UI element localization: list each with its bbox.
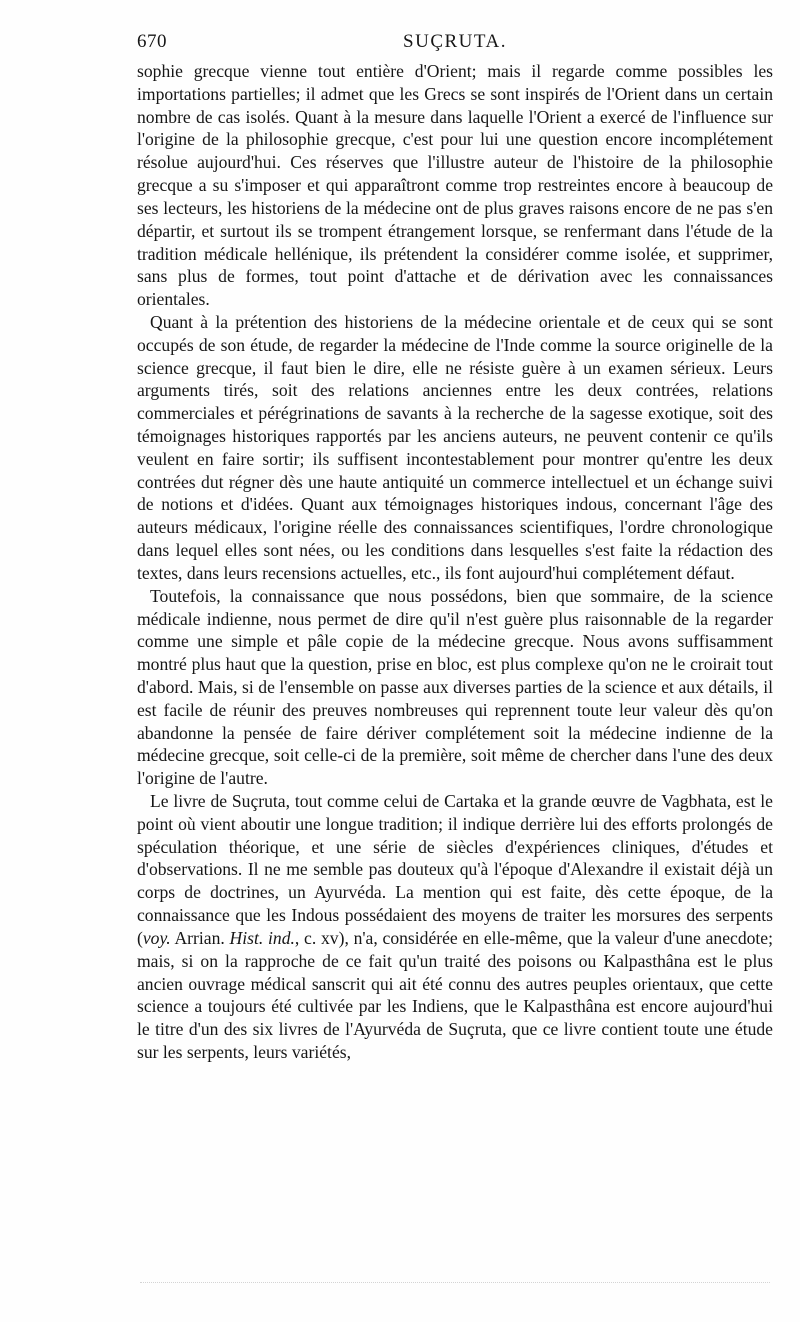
paragraph-continuation: sophie grecque vienne tout entière d'Orient; mais il regarde comme possibles les importations partielles; il admet que les Grecs se sont inspirés de l'Orient dans un certain nombre de cas isolés. Quant à la mesure dans laquelle l'Orient a exercé de l'influence sur l'origine de la philosophie grecque, c'est pour lui une question encore incomplétement résolue aujourd'hui. Ces réserves que l'illustre auteur de l'histoire de la philosophie grecque a su s'imposer et qui apparaîtront comme trop restreintes encore à beaucoup de ses lecteurs, les historiens de la médecine ont de plus graves raisons encore de ne pas s'en départir, et surtout ils se trompent étrangement lorsque, se renfermant dans l'étude de la tradition médicale hellénique, ils prétendent la considérer comme isolée, et supprimer, sans plus de formes, tout point d'attache et de dérivation avec les connaissances orientales. (137, 61, 773, 310)
paragraph-text-before-reference: Le livre de Suçruta, tout comme celui de Cartaka et la grande œuvre de Vagbhata, est le point où vient aboutir une longue tradition; il indique derrière lui des efforts prolongés de spéculation théorique, et une série de siècles d'expériences cliniques, d'études et d'observations. Il ne me semble pas douteux qu'à l'époque d'Alexandre il existait déjà un corps de doctrines, un Ayurvéda. La mention qui est faite, dès cette époque, de la connaissance que les Indous possédaient des moyens de traiter les morsures des serpents ( (137, 791, 773, 948)
body-text (137, 60, 773, 1064)
paragraph-sucruta-tradition (137, 790, 773, 1064)
reference-work-title: Hist. ind. (229, 927, 295, 948)
paragraph-text-after-reference: , c. xv), n'a, considérée en elle-même, que la valeur d'une anecdote; mais, si on la rapproche de ce fait qu'un traité des poisons ou Kalpasthâna est le plus ancien ouvrage médical sanscrit qui ait été connu des autres peuples orientaux, que cette science a toujours été cultivée par les Indiens, que le Kalpasthâna est encore aujourd'hui le titre d'un des six livres de l'Ayurvéda de Suçruta, que ce livre contient toute une étude sur les serpents, leurs variétés, (137, 927, 773, 1062)
paragraph-indian-medicine-claims: Quant à la prétention des historiens de la médecine orientale et de ceux qui se sont occupés de son étude, de regarder la médecine de l'Inde comme la source originelle de la science grecque, il faut bien le dire, elle ne résiste guère à un examen sérieux. Leurs arguments tirés, soit des relations anciennes entre les deux contrées, relations commerciales et pérégrinations de savants à la recherche de la sagesse exotique, soit des témoignages historiques rapportés par les anciens auteurs, ne peuvent contenir ce qu'ils veulent en faire sortir; ils suffisent incontestablement pour montrer qu'entre les deux contrées dut régner dès une haute antiquité un commerce intellectuel et un échange suivi de notions et d'idées. Quant aux témoignages historiques indous, concernant l'âge des auteurs médicaux, l'origine réelle des connaissances scientifiques, l'ordre chronologique dans lequel elles sont nées, ou les conditions dans lesquelles s'est faite la rédaction des textes, dans leurs recensions actuelles, etc., ils font aujourd'hui complétement défaut. (137, 311, 773, 583)
running-head (137, 28, 773, 56)
reference-voy: voy. (142, 927, 171, 948)
scan-footer-specks (140, 1282, 770, 1287)
paragraph-comparison: Toutefois, la connaissance que nous possédons, bien que sommaire, de la science médicale indienne, nous permet de dire qu'il n'est guère plus raisonnable de la regarder comme une simple et pâle copie de la médecine grecque. Nous avons suffisamment montré plus haut que la question, prise en bloc, est plus complexe qu'on ne le croirait tout d'abord. Mais, si de l'ensemble on passe aux diverses parties de la science et aux détails, il est facile de réunir des preuves nombreuses qui reprennent toute leur valeur dès qu'on abandonne la pensée de faire dériver complétement soit la médecine indienne de la médecine grecque, soit celle-ci de la première, soit même de chercher dans l'une des deux l'origine de l'autre. (137, 585, 773, 789)
reference-author: Arrian. (170, 927, 230, 948)
running-title: SUÇRUTA. (403, 31, 507, 52)
page-number: 670 (137, 31, 167, 52)
